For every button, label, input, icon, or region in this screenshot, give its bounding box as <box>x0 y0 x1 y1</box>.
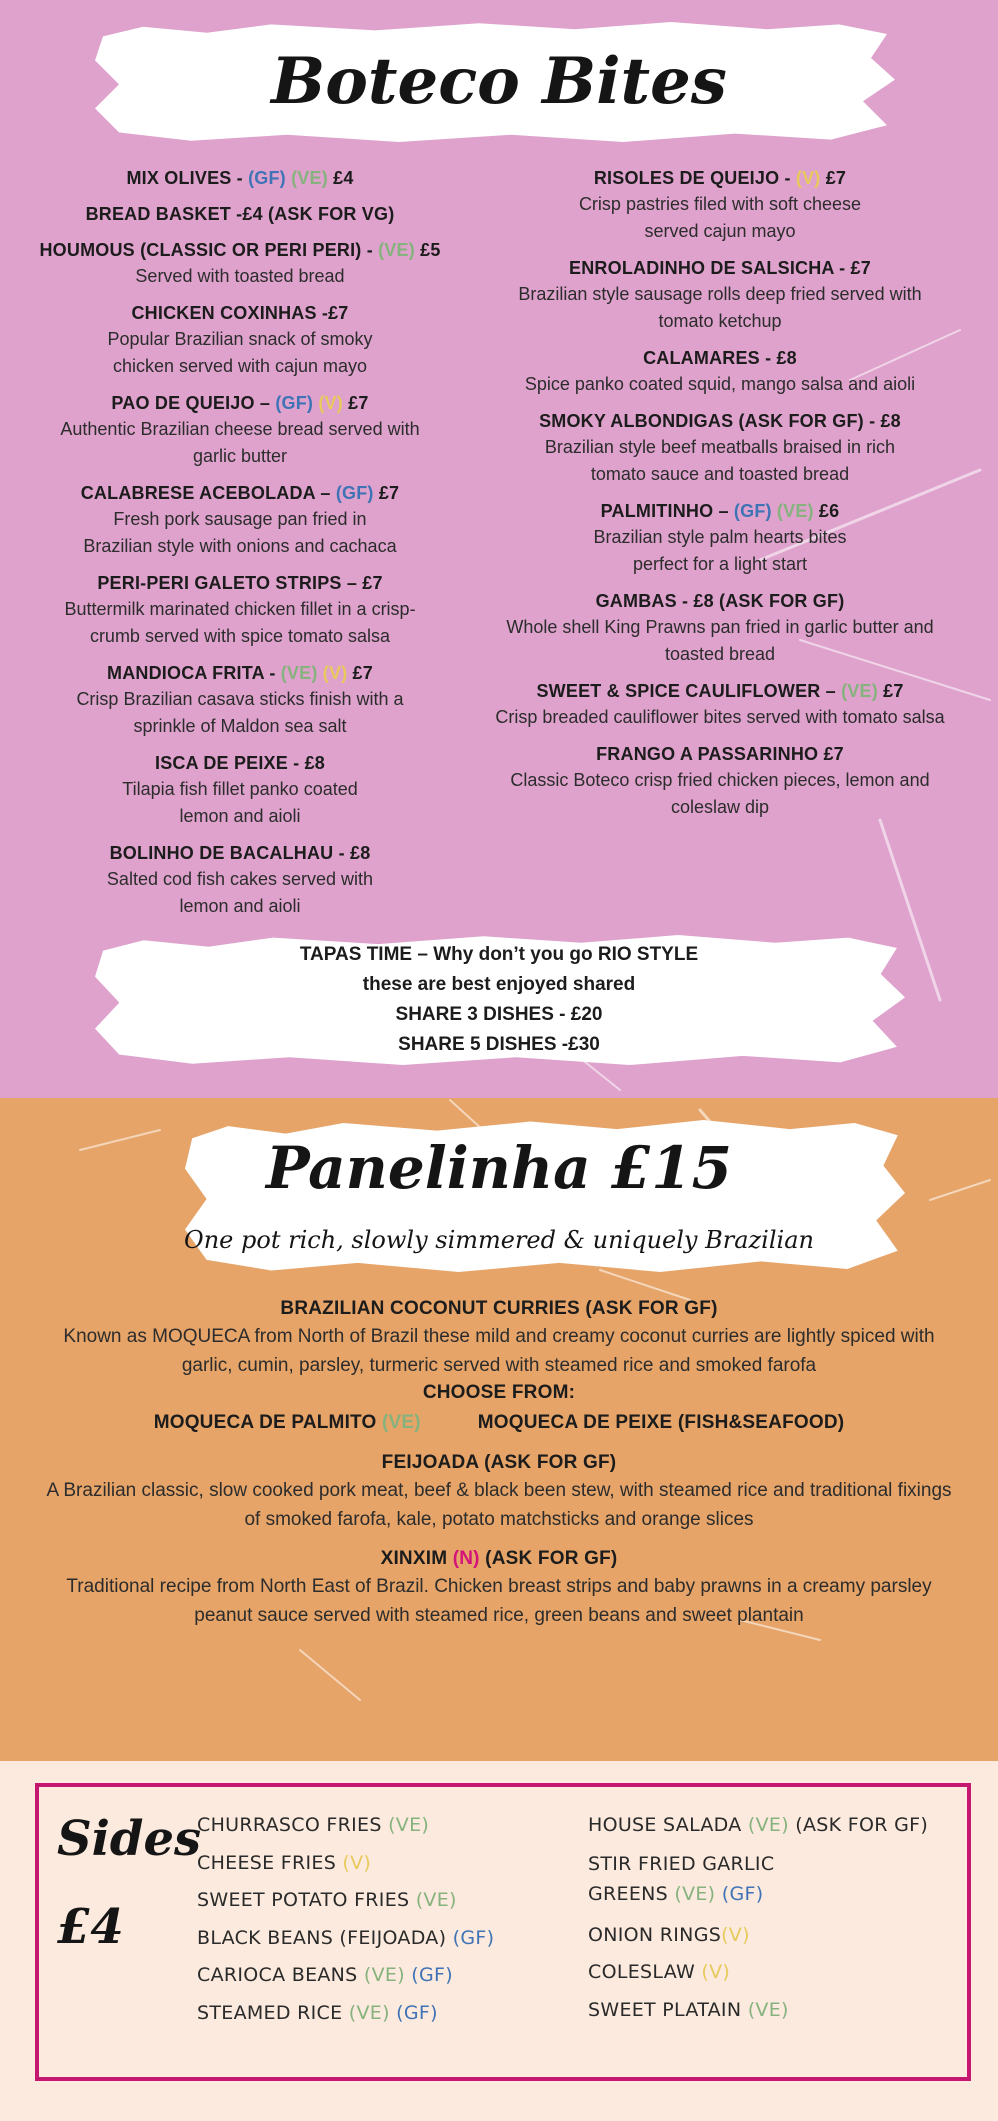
menu-item-price: £6 <box>813 501 840 521</box>
dietary-tag-v: (V) <box>795 168 821 188</box>
menu-item-description: Salted cod fish cakes served with <box>106 869 374 889</box>
menu-item-name <box>20 660 460 686</box>
menu-item <box>20 840 460 920</box>
menu-item-title: SWEET & SPICE CAULIFLOWER – <box>536 681 842 701</box>
menu-item-price: £4 <box>327 168 354 188</box>
side-house-salada <box>588 1807 928 1845</box>
curry-options <box>40 1410 958 1436</box>
menu-item-description: Popular Brazilian snack of smoky <box>107 329 373 349</box>
side-item-name: CHURRASCO FRIES <box>197 1814 389 1836</box>
menu-item-name <box>455 678 985 704</box>
menu-item-name <box>20 165 460 191</box>
dietary-tag-gf: (GF) <box>275 393 314 413</box>
menu-item-title: MIX OLIVES - <box>126 168 249 188</box>
menu-item <box>20 660 460 740</box>
sides-box <box>35 1783 971 2081</box>
menu-item <box>455 345 985 398</box>
menu-item-name <box>20 390 460 416</box>
menu-item <box>455 408 985 488</box>
menu-item-description: Whole shell King Prawns pan fried in garlic butter and <box>506 617 934 637</box>
menu-item-description: Crisp pastries filed with soft cheese <box>578 194 862 214</box>
side-onion-name: ONION RINGS <box>588 1923 722 1946</box>
menu-item-name <box>20 300 460 326</box>
tapas-line-1: TAPAS TIME – Why don’t you go RIO STYLE <box>299 944 699 965</box>
menu-item-description: garlic butter <box>192 446 288 466</box>
menu-item <box>20 390 460 470</box>
dietary-tag-ve: (VE) <box>388 1814 430 1836</box>
xinxim-name <box>40 1546 958 1572</box>
menu-item <box>20 750 460 830</box>
menu-item-name <box>20 480 460 506</box>
side-stir-tag-gf: (GF) <box>721 1882 764 1905</box>
menu-item <box>20 480 460 560</box>
menu-item-title: RISOLES DE QUEIJO - <box>593 168 796 188</box>
menu-item-title: PALMITINHO – <box>600 501 734 521</box>
menu-item <box>455 255 985 335</box>
side-item <box>197 1807 494 1845</box>
dietary-tag-ve: (VE) <box>378 240 415 260</box>
menu-item-name <box>455 345 985 371</box>
boteco-right-column <box>455 165 985 831</box>
side-item <box>197 1995 494 2033</box>
dietary-tag-gf: (GF) <box>396 2001 438 2024</box>
tapas-line-3: SHARE 3 DISHES - £20 <box>395 1004 603 1025</box>
side-stir-line-1: STIR FRIED GARLIC <box>588 1852 775 1875</box>
side-house-salada-suffix: (ASK FOR GF) <box>788 1814 929 1836</box>
dietary-tag-gf: (GF) <box>733 501 772 521</box>
menu-item-description: chicken served with cajun mayo <box>112 356 368 376</box>
menu-item-name <box>20 237 460 263</box>
menu-item <box>20 201 460 227</box>
dietary-tag-gf: (GF) <box>335 483 374 503</box>
menu-item-price: £7 <box>373 483 400 503</box>
menu-item-description: crumb served with spice tomato salsa <box>89 626 391 646</box>
feijoada-description: A Brazilian classic, slow cooked pork meat, beef & black been stew, with steamed rice and traditional fixings of smoked farofa, kale, potato matchsticks and orange slices <box>46 1480 952 1530</box>
menu-item-description: perfect for a light start <box>632 554 808 574</box>
menu-item-title: GAMBAS - £8 (ASK FOR GF) <box>595 591 845 611</box>
panelinha-items <box>40 1296 958 1630</box>
menu-item-description: Brazilian style with onions and cachaca <box>83 536 397 556</box>
side-item-name: CHEESE FRIES <box>197 1851 343 1874</box>
dietary-tag-ve: (VE) <box>291 168 328 188</box>
menu-item-name <box>20 570 460 596</box>
side-onion-rings <box>588 1917 928 1955</box>
menu-item-name <box>20 750 460 776</box>
menu-item <box>455 498 985 578</box>
menu-item-title: ENROLADINHO DE SALSICHA - £7 <box>569 258 871 278</box>
menu-item-title: HOUMOUS (CLASSIC OR PERI PERI) - <box>39 240 379 260</box>
menu-item <box>455 165 985 245</box>
tapas-line-2: these are best enjoyed shared <box>362 974 636 995</box>
option-palmito: MOQUECA DE PALMITO <box>153 1412 382 1433</box>
dietary-tag-ve: (VE) <box>280 663 318 683</box>
xinxim-nut-tag: (N) <box>452 1548 480 1569</box>
sides-left-list <box>197 1807 494 2032</box>
curries-description: Known as MOQUECA from North of Brazil these mild and creamy coconut curries are lightly spiced with garlic, cumin, parsley, turmeric served with steamed rice and smoked farofa <box>63 1326 935 1376</box>
side-stir-fried-greens <box>588 1845 928 1909</box>
menu-item-name <box>20 840 460 866</box>
menu-item-title: ISCA DE PEIXE - £8 <box>155 753 325 773</box>
choose-from-label: CHOOSE FROM: <box>422 1382 576 1403</box>
menu-item-description: Brazilian style beef meatballs braised in rich <box>544 437 896 457</box>
menu-item-description: Brazilian style sausage rolls deep fried served with <box>518 284 922 304</box>
menu-item-price: £7 <box>347 663 373 683</box>
feijoada-name: FEIJOADA (ASK FOR GF) <box>381 1452 617 1473</box>
side-item-name: CARIOCA BEANS <box>197 1964 364 1986</box>
xinxim-suffix: (ASK FOR GF) <box>479 1548 618 1569</box>
side-item <box>197 1920 494 1958</box>
menu-item-title: BOLINHO DE BACALHAU - £8 <box>109 843 371 863</box>
menu-item-description: lemon and aioli <box>179 806 301 826</box>
dietary-tag-gf: (GF) <box>411 1964 453 1986</box>
menu-item-title: BREAD BASKET -£4 (ASK FOR VG) <box>85 204 395 224</box>
menu-item-name <box>455 588 985 614</box>
boteco-left-column <box>20 165 460 930</box>
menu-item-title: CHICKEN COXINHAS -£7 <box>131 303 349 323</box>
menu-item-title: FRANGO A PASSARINHO £7 <box>596 744 844 764</box>
tapas-info <box>0 940 998 1060</box>
menu-item-description: Crisp Brazilian casava sticks finish with a <box>76 689 404 709</box>
dietary-tag-v: (V) <box>322 663 348 683</box>
menu-item-title: SMOKY ALBONDIGAS (ASK FOR GF) - £8 <box>539 411 901 431</box>
sides-right-list <box>588 1807 928 2029</box>
side-plantain-name: SWEET PLATAIN <box>588 1998 748 2021</box>
menu-item <box>455 741 985 821</box>
menu-item-title: PAO DE QUEIJO – <box>111 393 276 413</box>
menu-item-description: Tilapia fish fillet panko coated <box>122 779 358 799</box>
curries-name: BRAZILIAN COCONUT CURRIES (ASK FOR GF) <box>280 1298 718 1319</box>
menu-item-description: Buttermilk marinated chicken fillet in a crisp- <box>64 599 416 619</box>
side-item-name: BLACK BEANS (FEIJOADA) <box>197 1926 453 1949</box>
menu-item-description: toasted bread <box>664 644 776 664</box>
dietary-tag-gf: (GF) <box>248 168 286 188</box>
menu-item-description: Authentic Brazilian cheese bread served with <box>60 419 420 439</box>
side-stir-tag-ve: (VE) <box>674 1882 716 1905</box>
menu-item-description: Spice panko coated squid, mango salsa and aioli <box>524 374 916 394</box>
menu-item-description: sprinkle of Maldon sea salt <box>133 716 347 736</box>
side-coleslaw-tag: (V) <box>701 1961 731 1983</box>
side-plantain-tag: (VE) <box>747 1998 789 2021</box>
side-stir-line-2: GREENS <box>588 1882 675 1905</box>
menu-item-description: Brazilian style palm hearts bites <box>593 527 847 547</box>
dietary-tag-gf: (GF) <box>452 1926 495 1949</box>
dietary-tag-v: (V) <box>342 1851 372 1874</box>
xinxim-title: XINXIM <box>380 1548 453 1569</box>
side-item <box>197 1957 494 1995</box>
option-peixe: MOQUECA DE PEIXE (FISH&SEAFOOD) <box>477 1412 845 1433</box>
menu-item-description: Served with toasted bread <box>135 266 345 286</box>
menu-item-description: tomato sauce and toasted bread <box>590 464 850 484</box>
sides-title: Sides <box>57 1811 202 1867</box>
xinxim-description: Traditional recipe from North East of Brazil. Chicken breast strips and baby prawns in a creamy parsley peanut sauce served with steamed rice, green beans and sweet plantain <box>66 1576 932 1626</box>
side-coleslaw-name: COLESLAW <box>588 1961 702 1983</box>
side-item-name: STEAMED RICE <box>197 2001 349 2024</box>
option-palmito-tag: (VE) <box>381 1412 421 1433</box>
dietary-tag-v: (V) <box>318 393 343 413</box>
menu-item-name <box>455 165 985 191</box>
tapas-line-4: SHARE 5 DISHES -£30 <box>398 1034 600 1055</box>
menu-item-title: CALABRESE ACEBOLADA – <box>80 483 336 503</box>
side-item <box>197 1882 494 1920</box>
side-item-name: SWEET POTATO FRIES <box>197 1889 416 1911</box>
boteco-title: Boteco Bites <box>271 44 727 119</box>
dietary-tag-ve: (VE) <box>348 2001 390 2024</box>
dietary-tag-ve: (VE) <box>363 1964 405 1986</box>
menu-item-title: CALAMARES - £8 <box>643 348 797 368</box>
panelinha-title: Panelinha £15 <box>266 1134 732 1202</box>
side-coleslaw <box>588 1954 928 1992</box>
dietary-tag-ve: (VE) <box>776 501 814 521</box>
menu-item-name <box>455 408 985 434</box>
dietary-tag-ve: (VE) <box>841 681 878 701</box>
menu-item-price: £7 <box>820 168 847 188</box>
menu-item <box>20 165 460 191</box>
menu-item-name <box>455 741 985 767</box>
menu-item-price: £7 <box>342 393 369 413</box>
menu-item-title: MANDIOCA FRITA - <box>107 663 281 683</box>
menu-item-description: Crisp breaded cauliflower bites served with tomato salsa <box>495 707 945 727</box>
menu-item-price: £5 <box>414 240 441 260</box>
menu-item-name <box>455 255 985 281</box>
side-onion-tag: (V) <box>721 1923 750 1946</box>
side-house-salada-tag: (VE) <box>747 1814 789 1836</box>
side-house-salada-name: HOUSE SALADA <box>588 1814 748 1836</box>
menu-item-description: lemon and aioli <box>179 896 301 916</box>
menu-item-description: Classic Boteco crisp fried chicken pieces, lemon and <box>510 770 930 790</box>
sides-price: £4 <box>57 1899 124 1955</box>
menu-item-description: tomato ketchup <box>658 311 782 331</box>
menu-item <box>20 237 460 290</box>
menu-item <box>455 588 985 668</box>
menu-item-description: Fresh pork sausage pan fried in <box>113 509 367 529</box>
panelinha-subtitle: One pot rich, slowly simmered & uniquely Brazilian <box>184 1226 814 1254</box>
side-item <box>197 1845 494 1883</box>
side-sweet-plantain <box>588 1992 928 2030</box>
menu-item <box>455 678 985 731</box>
menu-item <box>20 300 460 380</box>
menu-item-description: served cajun mayo <box>644 221 796 241</box>
menu-item-price: £7 <box>877 681 904 701</box>
menu-item-title: PERI-PERI GALETO STRIPS – £7 <box>97 573 383 593</box>
menu-item-name <box>20 201 460 227</box>
menu-item-description: coleslaw dip <box>670 797 770 817</box>
menu-item <box>20 570 460 650</box>
menu-item-name <box>455 498 985 524</box>
dietary-tag-ve: (VE) <box>415 1889 457 1911</box>
